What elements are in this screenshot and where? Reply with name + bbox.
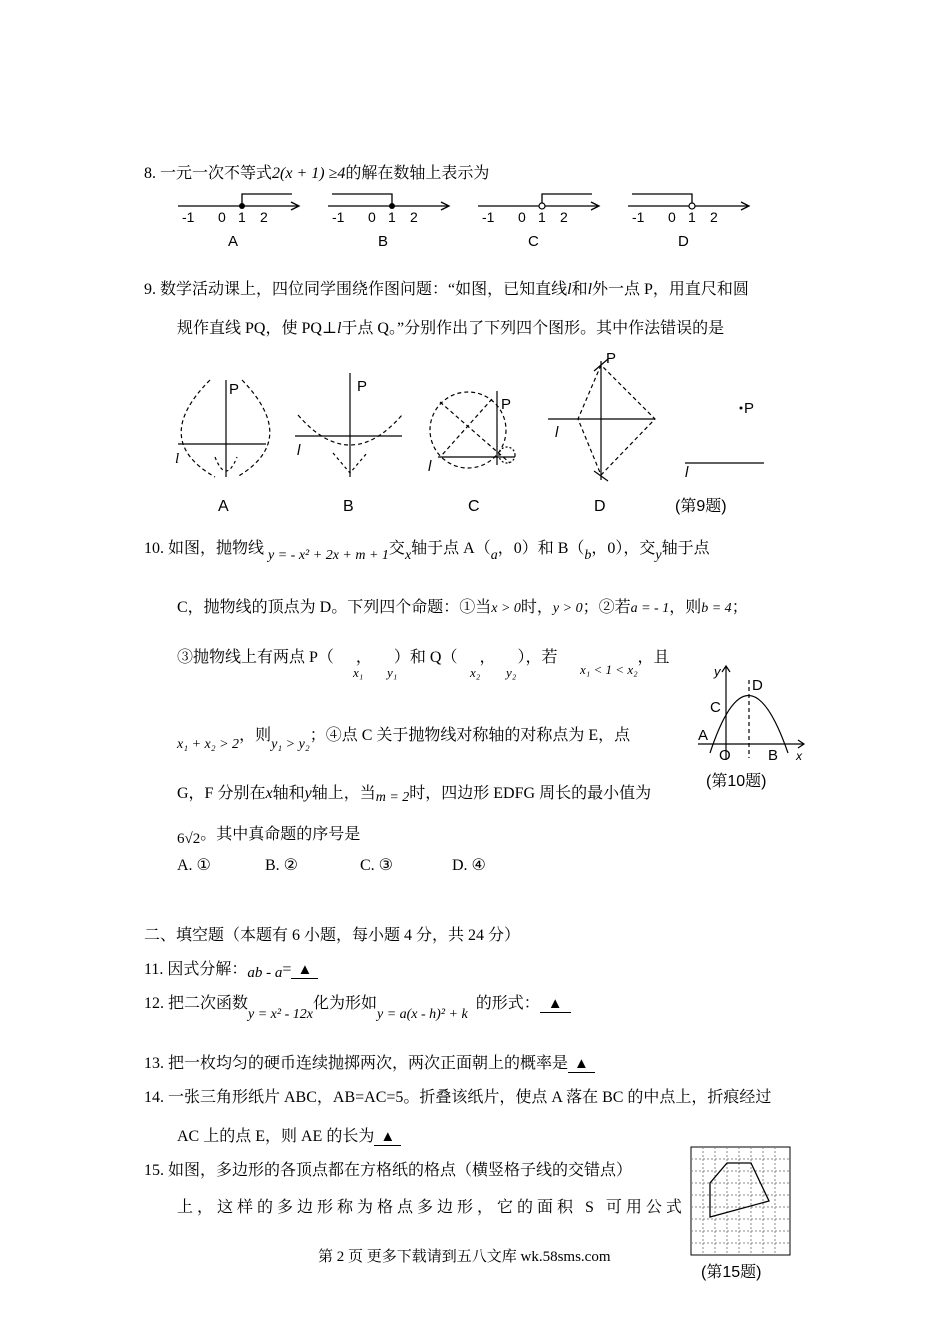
q9-figure-a: [178, 380, 270, 477]
q8-tail: 的解在数轴上表示为: [345, 165, 490, 182]
q8-expr: 2(x + 1) ≥4: [272, 165, 346, 182]
q12-blank: ▲: [540, 996, 571, 1013]
tick-b-0: 0: [368, 209, 376, 225]
q10-l6-text: 。其中真命题的序号是: [200, 826, 361, 843]
q10-l5-y: y: [304, 785, 312, 802]
q9-label-d: D: [594, 498, 606, 515]
q10-l4-expr: x₁ + x₂ > 2: [177, 737, 240, 752]
q9-fig-a-l: l: [175, 451, 180, 467]
q12-a: 12. 把二次函数: [144, 995, 249, 1012]
q9-fig-d-l: l: [555, 424, 559, 441]
q10-line6: [177, 821, 361, 847]
tick-d-m1: -1: [632, 209, 645, 225]
q10-l1-d: ，0）和 B（: [497, 540, 585, 557]
q10-l5-a: G，F 分别在: [177, 785, 266, 802]
q9-fig-b-p: P: [357, 378, 368, 395]
q11-blank: ▲: [291, 962, 318, 979]
tick-a-m1: -1: [182, 209, 195, 225]
q9-line-var-2: l: [587, 281, 593, 298]
q10-l2-a: C，抛物线的顶点为 D。下列四个命题：①当: [177, 599, 492, 616]
q10-label-b: B: [768, 747, 779, 764]
tick-b-1: 1: [388, 209, 396, 225]
q10-l1-e: ，0），交: [591, 540, 656, 557]
q10-l5-c: 轴上，当: [311, 785, 376, 802]
q9-given-point-dot: [740, 407, 743, 410]
q15-line1: 15. 如图，多边形的各顶点都在方格纸的格点（横竖格子线的交错点）: [144, 1162, 633, 1179]
q10-l4-res: y₁ > y₂: [271, 737, 310, 752]
q10-l1-a: 10. 如图，抛物线: [144, 540, 265, 557]
q10-l2-then: b = 4: [701, 601, 732, 616]
q14-line2-text: AC 上的点 E，则 AE 的长为: [177, 1128, 375, 1145]
tick-a-0: 0: [218, 209, 226, 225]
q9-figure-d: [548, 359, 655, 481]
q10-sub-y2: y₂: [506, 665, 517, 680]
q10-label-o: O: [719, 747, 731, 764]
q10-l2-res: y > 0: [552, 601, 583, 616]
q10-label-d: D: [752, 677, 763, 694]
q10-choice-d: D. ④: [452, 857, 486, 874]
tick-c-0: 0: [518, 209, 526, 225]
q10-l1-y: y: [655, 548, 662, 563]
q10-parabola-expr: y = - x² + 2x + m + 1: [268, 548, 389, 563]
q8-option-a: A: [228, 233, 239, 250]
q9-figure-b: [295, 373, 402, 477]
q13: [144, 1050, 595, 1073]
q10-sub-x2: x₂: [470, 665, 481, 680]
q9-line2-b: 于点 Q。”分别作出了下列四个图形。其中作法错误的是: [341, 320, 725, 337]
q11-text: 11. 因式分解：: [144, 961, 248, 978]
q9-caption: (第9题): [675, 498, 727, 515]
q9-label-a: A: [218, 498, 229, 515]
q10-l3-a: ③抛物线上有两点 P（: [177, 649, 334, 666]
q9-given-l: l: [685, 464, 689, 481]
numberline-c-ray: [542, 194, 592, 206]
q9-and: 和: [571, 281, 588, 298]
q15-grid-figure: [689, 1145, 794, 1285]
q8-text: 8. 一元一次不等式: [144, 165, 273, 182]
tick-d-1: 1: [688, 209, 696, 225]
q10-caption: (第10题): [706, 773, 767, 790]
q9-fig-c-p: P: [501, 396, 512, 413]
q11-expr: ab - a: [247, 965, 283, 981]
q13-text: 13. 把一枚均匀的硬币连续抛掷两次，两次正面朝上的概率是: [144, 1055, 569, 1072]
q9-line-var-1: l: [567, 281, 572, 298]
q11-eq: =: [282, 961, 292, 978]
q12-expr2: y = a(x - h)² + k: [376, 1007, 468, 1022]
q8-option-b: B: [378, 233, 389, 250]
q10-l2-e: ；: [731, 599, 748, 616]
q10-line5: [177, 780, 651, 803]
q10-l1-c: 轴于点 A（: [411, 540, 491, 557]
q8-option-c: C: [528, 233, 539, 250]
numberline-d-ray: [632, 194, 692, 206]
q10-label-y: y: [714, 664, 721, 679]
q10-line4: [177, 722, 631, 752]
q12-c: 的形式：: [475, 995, 540, 1012]
tick-a-2: 2: [260, 209, 268, 225]
q10-sub-x1: x₁: [353, 665, 364, 680]
q9-line1: [144, 276, 749, 299]
q10-l1-a-var: a: [490, 548, 498, 563]
q10-l5-b: 轴和: [272, 785, 305, 802]
q10-choice-b: B. ②: [265, 857, 299, 874]
tick-d-0: 0: [668, 209, 676, 225]
q10-l2-c: ；②若: [582, 599, 631, 616]
q15-line2: 上，这样的多边形称为格点多边形，它的面积 S 可用公式: [177, 1199, 686, 1216]
q9-fig-c-l: l: [428, 458, 432, 475]
q13-blank: ▲: [568, 1056, 595, 1073]
tick-c-1: 1: [538, 209, 546, 225]
section2-title: 二、填空题（本题有 6 小题，每小题 4 分，共 24 分）: [144, 927, 521, 944]
q10-l3-cond: x₁ < 1 < x₂: [580, 662, 638, 677]
q10-line1: [144, 535, 710, 563]
tick-b-2: 2: [410, 209, 418, 225]
q10-l3-f: ，且: [637, 649, 670, 666]
q12: [144, 990, 571, 1022]
q10-l3-c: ）和 Q（: [393, 649, 458, 666]
q9-line1-text: 9. 数学活动课上，四位同学围绕作图问题：“如图，已知直线: [144, 281, 568, 298]
q9-fig-b-l: l: [297, 442, 301, 459]
q9-label-b: B: [343, 498, 354, 515]
q8-number-lines: [170, 184, 770, 254]
q10-l2-if: a = - 1: [630, 601, 670, 616]
tick-a-1: 1: [238, 209, 246, 225]
q11: [144, 956, 318, 979]
q10-l3-e: ），若: [517, 649, 558, 666]
q14-blank: ▲: [374, 1129, 401, 1146]
q10-graph: [692, 658, 812, 798]
q10-choices: [177, 855, 486, 875]
q9-label-c: C: [468, 498, 480, 515]
q9-fig-a-p: P: [229, 381, 240, 398]
q10-l5-d: 时，四边形 EDFG 周长的最小值为: [409, 785, 652, 802]
q9-line1-tail: 外一点 P，用直尺和圆: [592, 281, 749, 298]
numberline-a-ray: [242, 194, 292, 206]
q10-l2-d: ，则: [669, 599, 702, 616]
q10-label-x: x: [796, 749, 802, 763]
q10-l2-cond: x > 0: [491, 601, 521, 616]
q10-choice-a: A. ①: [177, 857, 211, 874]
page-footer: 第 2 页 更多下载请到五八文库 wk.58sms.com: [318, 1249, 611, 1265]
q9-line-var-3: l: [336, 320, 342, 337]
q9-figures: [170, 345, 790, 520]
q10-label-c: C: [710, 699, 721, 716]
q10-l6-val: 6√2: [177, 831, 201, 847]
q10-l4-a: ，则: [239, 727, 272, 744]
q15-caption: (第15题): [701, 1264, 762, 1281]
q12-expr1: y = x² - 12x: [248, 1007, 313, 1022]
q10-l3-d: ，: [479, 649, 496, 666]
q10-label-a: A: [698, 727, 709, 744]
q10-l5-x: x: [265, 785, 273, 802]
q10-l3-b: ，: [355, 649, 372, 666]
q10-l1-b: 交: [388, 540, 405, 557]
q12-b: 化为形如: [312, 995, 377, 1012]
q10-sub-y1: y₁: [387, 665, 398, 680]
tick-c-m1: -1: [482, 209, 495, 225]
q9-line2-a: 规作直线 PQ，使 PQ⊥: [177, 320, 337, 337]
q10-choice-c: C. ③: [360, 857, 394, 874]
q10-l1-b-var: b: [584, 548, 592, 563]
tick-b-m1: -1: [332, 209, 345, 225]
q9-fig-d-p: P: [606, 350, 617, 367]
numberline-b-ray: [332, 194, 392, 206]
q14-line1: 14. 一张三角形纸片 ABC，AB=AC=5。折叠该纸片，使点 A 落在 BC 的中点上，折痕经过: [144, 1089, 772, 1106]
q10-l5-m: m = 2: [375, 790, 410, 805]
q10-line2: [177, 594, 748, 617]
tick-d-2: 2: [710, 209, 718, 225]
q14-line2: [177, 1123, 401, 1146]
q10-l2-b: 时，: [520, 599, 553, 616]
q10-l1-f: 轴于点: [661, 540, 710, 557]
tick-c-2: 2: [560, 209, 568, 225]
q10-l1-x: x: [404, 548, 412, 563]
q8-option-d: D: [678, 233, 689, 250]
q9-given-p: P: [744, 400, 755, 417]
q10-l4-b: ；④点 C 关于抛物线对称轴的对称点为 E，点: [309, 727, 631, 744]
q9-line2: [177, 315, 724, 338]
q8-stem: [144, 160, 489, 183]
